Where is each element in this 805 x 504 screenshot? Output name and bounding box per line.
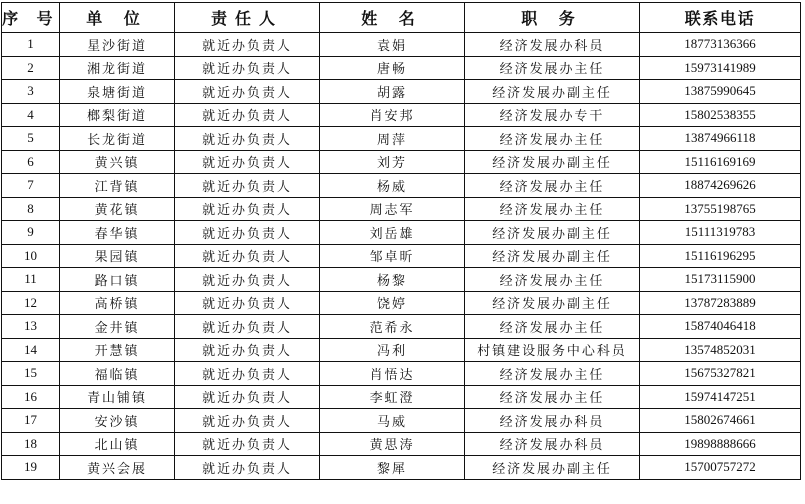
cell-name: 刘芳 xyxy=(320,150,465,174)
table-row xyxy=(2,244,801,268)
cell-position: 经济发展办科员 xyxy=(465,409,640,433)
cell-index: 15 xyxy=(2,362,60,386)
cell-unit: 春华镇 xyxy=(60,221,175,245)
cell-unit: 泉塘街道 xyxy=(60,80,175,104)
cell-position: 经济发展办主任 xyxy=(465,362,640,386)
header-unit: 单 位 xyxy=(60,3,175,33)
cell-name: 马威 xyxy=(320,409,465,433)
table-row xyxy=(2,197,801,221)
cell-responsible: 就近办负责人 xyxy=(175,80,320,104)
cell-name: 冯利 xyxy=(320,338,465,362)
table-row xyxy=(2,409,801,433)
cell-position: 经济发展办副主任 xyxy=(465,221,640,245)
table-row xyxy=(2,33,801,57)
cell-index: 19 xyxy=(2,456,60,480)
header-phone: 联系电话 xyxy=(640,3,801,33)
table-row xyxy=(2,291,801,315)
table-row xyxy=(2,362,801,386)
table-row xyxy=(2,456,801,480)
cell-index: 3 xyxy=(2,80,60,104)
cell-responsible: 就近办负责人 xyxy=(175,56,320,80)
cell-phone: 15700757272 xyxy=(640,456,801,480)
cell-name: 邹卓昕 xyxy=(320,244,465,268)
cell-unit: 湘龙街道 xyxy=(60,56,175,80)
cell-unit: 福临镇 xyxy=(60,362,175,386)
cell-phone: 15675327821 xyxy=(640,362,801,386)
table-row xyxy=(2,221,801,245)
cell-phone: 15173115900 xyxy=(640,268,801,292)
cell-phone: 18874269626 xyxy=(640,174,801,198)
cell-index: 7 xyxy=(2,174,60,198)
table-row xyxy=(2,432,801,456)
cell-phone: 15111319783 xyxy=(640,221,801,245)
cell-position: 经济发展办主任 xyxy=(465,127,640,151)
cell-index: 14 xyxy=(2,338,60,362)
cell-responsible: 就近办负责人 xyxy=(175,33,320,57)
table-row xyxy=(2,385,801,409)
cell-unit: 开慧镇 xyxy=(60,338,175,362)
cell-unit: 榔梨街道 xyxy=(60,103,175,127)
cell-responsible: 就近办负责人 xyxy=(175,150,320,174)
cell-position: 经济发展办主任 xyxy=(465,268,640,292)
cell-responsible: 就近办负责人 xyxy=(175,315,320,339)
cell-unit: 黄花镇 xyxy=(60,197,175,221)
cell-unit: 高桥镇 xyxy=(60,291,175,315)
cell-unit: 路口镇 xyxy=(60,268,175,292)
cell-name: 周萍 xyxy=(320,127,465,151)
cell-position: 经济发展办科员 xyxy=(465,432,640,456)
cell-name: 唐畅 xyxy=(320,56,465,80)
cell-name: 杨威 xyxy=(320,174,465,198)
cell-name: 杨黎 xyxy=(320,268,465,292)
cell-phone: 13755198765 xyxy=(640,197,801,221)
cell-name: 周志军 xyxy=(320,197,465,221)
cell-name: 饶婷 xyxy=(320,291,465,315)
cell-position: 经济发展办副主任 xyxy=(465,456,640,480)
cell-position: 经济发展办副主任 xyxy=(465,150,640,174)
cell-responsible: 就近办负责人 xyxy=(175,362,320,386)
cell-phone: 13875990645 xyxy=(640,80,801,104)
cell-position: 经济发展办副主任 xyxy=(465,291,640,315)
table-row xyxy=(2,268,801,292)
header-position: 职 务 xyxy=(465,3,640,33)
table-header-row xyxy=(2,3,801,33)
cell-name: 范希永 xyxy=(320,315,465,339)
cell-position: 村镇建设服务中心科员 xyxy=(465,338,640,362)
cell-position: 经济发展办副主任 xyxy=(465,244,640,268)
cell-unit: 星沙街道 xyxy=(60,33,175,57)
cell-index: 11 xyxy=(2,268,60,292)
table-body xyxy=(2,33,801,480)
table-row xyxy=(2,150,801,174)
cell-phone: 15116169169 xyxy=(640,150,801,174)
cell-responsible: 就近办负责人 xyxy=(175,385,320,409)
cell-unit: 金井镇 xyxy=(60,315,175,339)
table-row xyxy=(2,56,801,80)
cell-unit: 北山镇 xyxy=(60,432,175,456)
header-name: 姓 名 xyxy=(320,3,465,33)
cell-index: 12 xyxy=(2,291,60,315)
cell-index: 17 xyxy=(2,409,60,433)
cell-responsible: 就近办负责人 xyxy=(175,221,320,245)
cell-position: 经济发展办主任 xyxy=(465,197,640,221)
cell-position: 经济发展办主任 xyxy=(465,174,640,198)
cell-position: 经济发展办主任 xyxy=(465,56,640,80)
cell-name: 黄思涛 xyxy=(320,432,465,456)
cell-unit: 青山铺镇 xyxy=(60,385,175,409)
table-row xyxy=(2,315,801,339)
cell-position: 经济发展办主任 xyxy=(465,315,640,339)
cell-index: 1 xyxy=(2,33,60,57)
cell-responsible: 就近办负责人 xyxy=(175,127,320,151)
cell-responsible: 就近办负责人 xyxy=(175,432,320,456)
cell-name: 刘岳雄 xyxy=(320,221,465,245)
table-row xyxy=(2,127,801,151)
cell-phone: 13787283889 xyxy=(640,291,801,315)
cell-position: 经济发展办专干 xyxy=(465,103,640,127)
cell-index: 4 xyxy=(2,103,60,127)
cell-phone: 15874046418 xyxy=(640,315,801,339)
cell-name: 黎犀 xyxy=(320,456,465,480)
cell-index: 13 xyxy=(2,315,60,339)
table-row xyxy=(2,80,801,104)
cell-index: 16 xyxy=(2,385,60,409)
header-index: 序 号 xyxy=(2,3,60,33)
cell-position: 经济发展办科员 xyxy=(465,33,640,57)
cell-responsible: 就近办负责人 xyxy=(175,197,320,221)
cell-name: 胡露 xyxy=(320,80,465,104)
cell-index: 10 xyxy=(2,244,60,268)
cell-name: 肖安邦 xyxy=(320,103,465,127)
cell-phone: 15802538355 xyxy=(640,103,801,127)
table-row xyxy=(2,103,801,127)
cell-phone: 18773136366 xyxy=(640,33,801,57)
cell-position: 经济发展办副主任 xyxy=(465,80,640,104)
cell-phone: 15802674661 xyxy=(640,409,801,433)
cell-phone: 15116196295 xyxy=(640,244,801,268)
contact-table xyxy=(1,2,801,480)
cell-unit: 果园镇 xyxy=(60,244,175,268)
cell-unit: 安沙镇 xyxy=(60,409,175,433)
cell-index: 18 xyxy=(2,432,60,456)
cell-unit: 黄兴会展 xyxy=(60,456,175,480)
cell-responsible: 就近办负责人 xyxy=(175,174,320,198)
cell-responsible: 就近办负责人 xyxy=(175,268,320,292)
cell-index: 8 xyxy=(2,197,60,221)
cell-phone: 15974147251 xyxy=(640,385,801,409)
cell-phone: 13874966118 xyxy=(640,127,801,151)
cell-responsible: 就近办负责人 xyxy=(175,291,320,315)
cell-index: 5 xyxy=(2,127,60,151)
cell-phone: 15973141989 xyxy=(640,56,801,80)
cell-phone: 19898888666 xyxy=(640,432,801,456)
cell-responsible: 就近办负责人 xyxy=(175,409,320,433)
header-responsible: 责任人 xyxy=(175,3,320,33)
cell-unit: 江背镇 xyxy=(60,174,175,198)
cell-unit: 长龙街道 xyxy=(60,127,175,151)
cell-responsible: 就近办负责人 xyxy=(175,103,320,127)
cell-responsible: 就近办负责人 xyxy=(175,244,320,268)
cell-responsible: 就近办负责人 xyxy=(175,456,320,480)
cell-name: 李虹澄 xyxy=(320,385,465,409)
cell-name: 袁娟 xyxy=(320,33,465,57)
cell-name: 肖悟达 xyxy=(320,362,465,386)
cell-index: 9 xyxy=(2,221,60,245)
table-row xyxy=(2,338,801,362)
table-row xyxy=(2,174,801,198)
cell-index: 6 xyxy=(2,150,60,174)
cell-responsible: 就近办负责人 xyxy=(175,338,320,362)
cell-position: 经济发展办主任 xyxy=(465,385,640,409)
cell-index: 2 xyxy=(2,56,60,80)
cell-phone: 13574852031 xyxy=(640,338,801,362)
cell-unit: 黄兴镇 xyxy=(60,150,175,174)
